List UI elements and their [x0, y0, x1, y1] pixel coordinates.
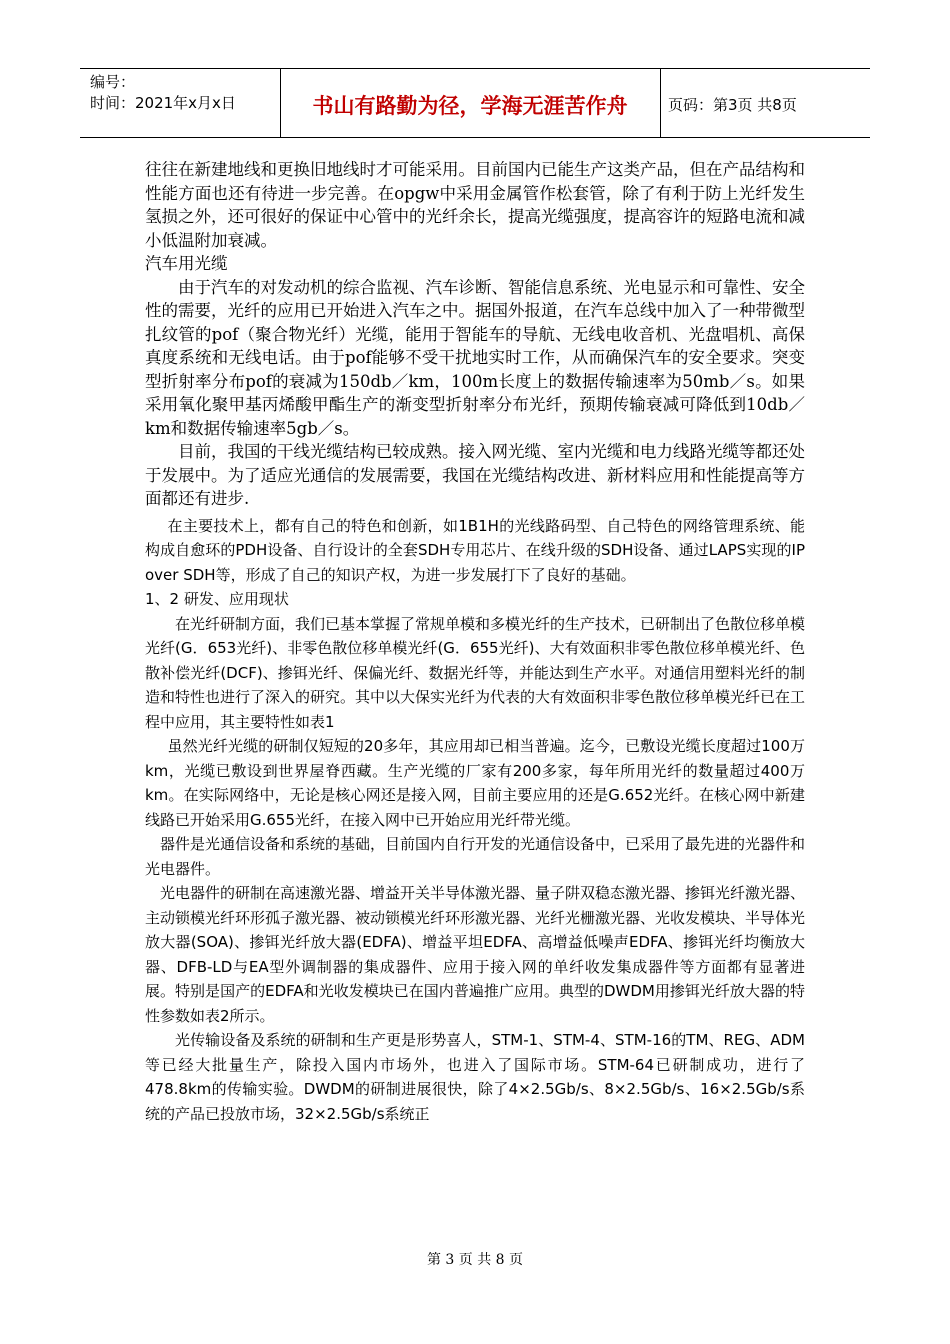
section-heading-research-status: 1、2 研发、应用现状: [145, 590, 289, 608]
header-meta-cell: [80, 69, 281, 137]
body-paragraph: 光电器件的研制在高速激光器、增益开关半导体激光器、量子阱双稳态激光器、掺铒光纤激光器、主动锁模光纤环形孤子激光器、被动锁模光纤环形激光器、光纤光栅激光器、光收发模块、半导体光放大器(SOA)、掺铒光纤放大器(EDFA)、增益平坦EDFA、高增益低噪声EDFA、掺铒光纤均衡放大器、DFB-LD与EA型外调制器的集成器件、应用于接入网的单纤收发集成器件等方面都有显著进展。特别是国产的EDFA和光收发模块已在国内普遍推广应用。典型的DWDM用掺铒光纤放大器的特性参数如表2所示。: [145, 884, 806, 1025]
body-paragraph: 器件是光通信设备和系统的基础，目前国内自行开发的光通信设备中，已采用了最先进的光器件和光电器件。: [145, 835, 806, 878]
document-number-label: 编号：: [90, 73, 136, 91]
page-header: [80, 68, 870, 138]
header-motto: 书山有路勤为径，学海无涯苦作舟: [312, 94, 628, 118]
page-footer: 第 3 页 共 8 页: [426, 1252, 524, 1268]
section-heading-auto-cable: 汽车用光缆: [145, 254, 228, 273]
document-body: [145, 158, 805, 1126]
document-date-label: 时间：2021年x月x日: [90, 94, 236, 112]
body-paragraph: 在主要技术上，都有自己的特色和创新，如1B1H的光线路码型、自己特色的网络管理系统、能构成自愈环的PDH设备、自行设计的全套SDH专用芯片、在线升级的SDH设备、通过LAPS实现的IP over SDH等，形成了自己的知识产权，为进一步发展打下了良好的基础。: [145, 516, 805, 584]
body-paragraph: 在光纤研制方面，我们已基本掌握了常规单模和多模光纤的生产技术，已研制出了色散位移单模光纤(G．653光纤)、非零色散位移单模光纤(G．655光纤)、大有效面积非零色散位移单模光纤、色散补偿光纤(DCF)、掺铒光纤、保偏光纤、数据光纤等，并能达到生产水平。对通信用塑料光纤的制造和特性也进行了深入的研究。其中以大保实光纤为代表的大有效面积非零色散位移单模光纤已在工程中应用，其主要特性如表1: [145, 614, 806, 731]
header-motto-cell: [280, 69, 661, 137]
body-paragraph: 往往在新建地线和更换旧地线时才可能采用。目前国内已能生产这类产品，但在产品结构和性能方面也还有待进一步完善。在opgw中采用金属管作松套管，除了有利于防上光纤发生氢损之外，还可很好的保证中心管中的光纤余长，提高光缆强度，提高容许的短路电流和减小低温附加衰减。: [145, 160, 805, 250]
body-paragraph: 由于汽车的对发动机的综合监视、汽车诊断、智能信息系统、光电显示和可靠性、安全性的需要，光纤的应用已开始进入汽车之中。据国外报道，在汽车总线中加入了一种带微型扎纹管的pof（聚合物光纤）光缆，能用于智能车的导航、无线电收音机、光盘唱机、高保真度系统和无线电话。由于pof能够不受干扰地实时工作，从而确保汽车的安全要求。突变型折射率分布pof的衰减为150db／km，100m长度上的数据传输速率为50mb／s。如果采用氧化聚甲基丙烯酸甲酯生产的渐变型折射率分布光纤，预期传输衰减可降低到10db／km和数据传输速率5gb／s。: [145, 277, 805, 438]
body-paragraph: 虽然光纤光缆的研制仅短短的20多年，其应用却已相当普遍。迄今，已敷设光缆长度超过100万km，光缆已敷设到世界屋脊西藏。生产光缆的厂家有200多家，每年所用光纤的数量超过400万km。在实际网络中，无论是核心网还是接入网，目前主要应用的还是G.652光纤。在核心网中新建线路已开始采用G.655光纤，在接入网中已开始应用光纤带光缆。: [145, 737, 805, 829]
body-paragraph: 光传输设备及系统的研制和生产更是形势喜人，STM-1、STM-4、STM-16的TM、REG、ADM等已经大批量生产，除投入国内市场外，也进入了国际市场。STM-64已研制成功，进行了478.8km的传输实验。DWDM的研制进展很快，除了4×2.5Gb/s、8×2.5Gb/s、16×2.5Gb/s系统的产品已投放市场，32×2.5Gb/s系统正: [145, 1031, 805, 1123]
header-page-number: 页码：第3页 共8页: [668, 96, 797, 114]
header-page-cell: [660, 69, 870, 137]
body-paragraph: 目前，我国的干线光缆结构已较成熟。接入网光缆、室内光缆和电力线路光缆等都还处于发展中。为了适应光通信的发展需要，我国在光缆结构改进、新材料应用和性能提高等方面都还有进步.: [145, 442, 805, 508]
